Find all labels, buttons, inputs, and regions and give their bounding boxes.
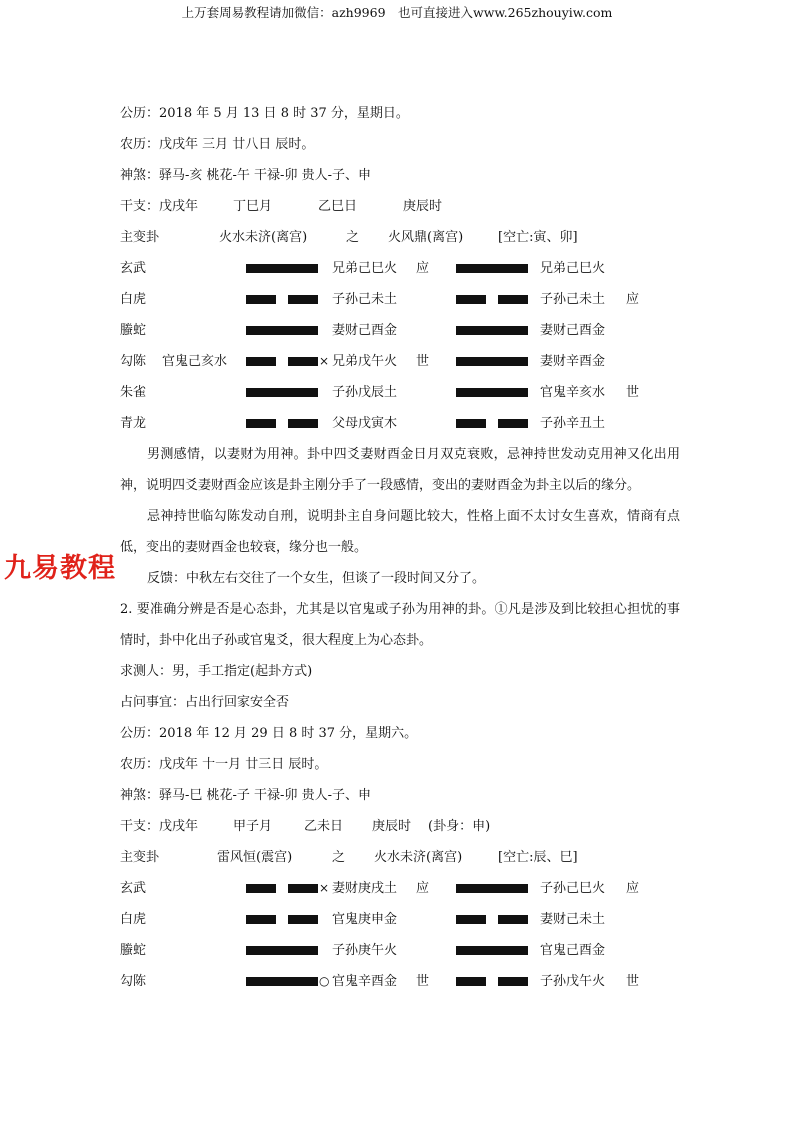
six-god: 勾陈: [120, 974, 147, 989]
changed-hexagram-name: 火水未济(离宫): [374, 850, 463, 865]
changed-yao-line: [456, 884, 528, 893]
watermark-logo: 九易教程: [4, 553, 116, 584]
zhi-label: 之: [332, 850, 346, 865]
hexagram-row: [120, 904, 680, 935]
case1-feedback: 反馈：中秋左右交往了一个女生，但谈了一段时间又分了。: [147, 571, 486, 586]
shi-ying-changed: 世: [626, 385, 640, 400]
shi-ying-main: 应: [416, 261, 430, 276]
changed-yao-text: 妻财己未土: [540, 912, 606, 927]
page-header: 上万套周易教程请加微信：azh9969 也可直接进入www.265zhouyiw.com: [181, 5, 613, 20]
section-2-heading: 2. 要准确分辨是否是心态卦，尤其是以官鬼或子孙为用神的卦。①凡是涉及到比较担心担忧的事情时，卦中化出子孙或官鬼爻，很大程度上为心态卦。: [120, 602, 680, 648]
case2-ganzhi: [120, 811, 680, 842]
changed-yao-text: 妻财己酉金: [540, 323, 606, 338]
hexagram-row: [120, 253, 680, 284]
moving-yao-mark: ×: [319, 354, 330, 368]
case2-person: 求测人：男，手工指定(起卦方式): [120, 664, 313, 679]
changed-yao-text: 官鬼辛亥水: [540, 385, 606, 400]
main-yao-text: 官鬼庚申金: [332, 912, 398, 927]
shi-ying-changed: 应: [626, 292, 640, 307]
changed-yao-line: [456, 295, 528, 304]
ganzhi-hour: 庚辰时: [403, 199, 443, 214]
hexagram-row: [120, 377, 680, 408]
shi-ying-changed: 世: [626, 974, 640, 989]
ganzhi-month: 甲子月: [233, 819, 273, 834]
shi-ying-main: 世: [416, 974, 430, 989]
changed-yao-line: [456, 419, 528, 428]
main-yao-line: [246, 946, 318, 955]
hexagram-row: [120, 935, 680, 966]
zhi-label: 之: [346, 230, 360, 245]
main-yao-text: 子孙己未土: [332, 292, 398, 307]
six-god: 玄武: [120, 881, 147, 896]
case1-nongli: 农历：戊戌年 三月 廿八日 辰时。: [120, 137, 315, 152]
case1-analysis-2: 忌神持世临勾陈发动自刑，说明卦主自身问题比较大，性格上面不太讨女生喜欢，情商有点低，变出的妻财酉金也较衰，缘分也一般。: [120, 509, 680, 555]
changed-yao-text: 子孙辛丑土: [540, 416, 606, 431]
main-yao-text: 兄弟戊午火: [332, 354, 398, 369]
main-yao-line: [246, 388, 318, 397]
ganzhi-year: 干支：戊戌年: [120, 199, 199, 214]
main-hexagram-name: 火水未济(离宫): [219, 230, 308, 245]
main-hexagram-name: 雷风恒(震宫): [217, 850, 293, 865]
changed-yao-line: [456, 388, 528, 397]
six-god: 螣蛇: [120, 943, 147, 958]
main-yao-line: [246, 915, 318, 924]
six-god: 朱雀: [120, 385, 147, 400]
main-yao-text: 妻财己酉金: [332, 323, 398, 338]
case2-shensha: 神煞：驿马-巳 桃花-子 干禄-卯 贵人-子、申: [120, 788, 371, 803]
hexagram-row: [120, 966, 680, 997]
main-yao-line: [246, 419, 318, 428]
shi-ying-main: 应: [416, 881, 430, 896]
main-yao-text: 妻财庚戌土: [332, 881, 398, 896]
main-yao-text: 子孙戊辰土: [332, 385, 398, 400]
six-god: 青龙: [120, 416, 147, 431]
changed-yao-line: [456, 357, 528, 366]
main-yao-text: 父母戊寅木: [332, 416, 398, 431]
hexagram-row: [120, 284, 680, 315]
main-yao-line: [246, 295, 318, 304]
main-yao-text: 子孙庚午火: [332, 943, 398, 958]
case1-ganzhi: [120, 191, 680, 222]
ganzhi-hour: 庚辰时: [372, 819, 412, 834]
main-yao-line: [246, 977, 318, 986]
main-yao-text: 兄弟己巳火: [332, 261, 398, 276]
fushen: 官鬼己亥水: [162, 354, 228, 369]
hexagram-row: [120, 873, 680, 904]
changed-yao-text: 官鬼己酉金: [540, 943, 606, 958]
shi-ying-main: 世: [416, 354, 430, 369]
case1-hexagram-header: [120, 222, 680, 253]
six-god: 白虎: [120, 292, 147, 307]
case2-gongli: 公历：2018 年 12 月 29 日 8 时 37 分，星期六。: [120, 726, 418, 741]
kongwang: [空亡:辰、巳]: [498, 850, 578, 865]
main-yao-line: [246, 357, 318, 366]
changed-yao-text: 妻财辛酉金: [540, 354, 606, 369]
kongwang: [空亡:寅、卯]: [498, 230, 578, 245]
document-body: [120, 98, 680, 997]
case1-analysis-1: 男测感情，以妻财为用神。卦中四爻妻财酉金日月双克衰败，忌神持世发动克用神又化出用神，说明四爻妻财酉金应该是卦主刚分手了一段感情，变出的妻财酉金为卦主以后的缘分。: [120, 447, 680, 493]
hexagram-row: [120, 315, 680, 346]
case1-hexagram-table: [120, 253, 680, 439]
moving-yao-mark: ×: [319, 881, 330, 895]
case1-gongli: 公历：2018 年 5 月 13 日 8 时 37 分，星期日。: [120, 106, 409, 121]
guashen: (卦身：申): [428, 819, 491, 834]
changed-hexagram-name: 火风鼎(离宫): [388, 230, 464, 245]
case2-matter: 占问事宜：占出行回家安全否: [120, 695, 290, 710]
ganzhi-day: 乙未日: [304, 819, 344, 834]
case2-hexagram-table: [120, 873, 680, 997]
shi-ying-changed: 应: [626, 881, 640, 896]
changed-yao-text: 兄弟己巳火: [540, 261, 606, 276]
main-yao-line: [246, 326, 318, 335]
case1-shensha: 神煞：驿马-亥 桃花-午 干禄-卯 贵人-子、申: [120, 168, 371, 183]
six-god: 螣蛇: [120, 323, 147, 338]
changed-yao-line: [456, 326, 528, 335]
changed-yao-line: [456, 264, 528, 273]
six-god: 白虎: [120, 912, 147, 927]
changed-yao-line: [456, 977, 528, 986]
case2-hexagram-header: [120, 842, 680, 873]
hexagram-row: [120, 346, 680, 377]
main-yao-line: [246, 264, 318, 273]
changed-yao-text: 子孙戊午火: [540, 974, 606, 989]
changed-yao-text: 子孙己巳火: [540, 881, 606, 896]
moving-yao-mark: ○: [319, 974, 330, 988]
zhubian-label: 主变卦: [120, 850, 160, 865]
zhubian-label: 主变卦: [120, 230, 160, 245]
changed-yao-line: [456, 915, 528, 924]
hexagram-row: [120, 408, 680, 439]
main-yao-line: [246, 884, 318, 893]
case2-nongli: 农历：戊戌年 十一月 廿三日 辰时。: [120, 757, 328, 772]
main-yao-text: 官鬼辛酉金: [332, 974, 398, 989]
ganzhi-year: 干支：戊戌年: [120, 819, 199, 834]
changed-yao-text: 子孙己未土: [540, 292, 606, 307]
six-god: 勾陈: [120, 354, 147, 369]
six-god: 玄武: [120, 261, 147, 276]
changed-yao-line: [456, 946, 528, 955]
ganzhi-month: 丁巳月: [233, 199, 273, 214]
ganzhi-day: 乙巳日: [318, 199, 358, 214]
